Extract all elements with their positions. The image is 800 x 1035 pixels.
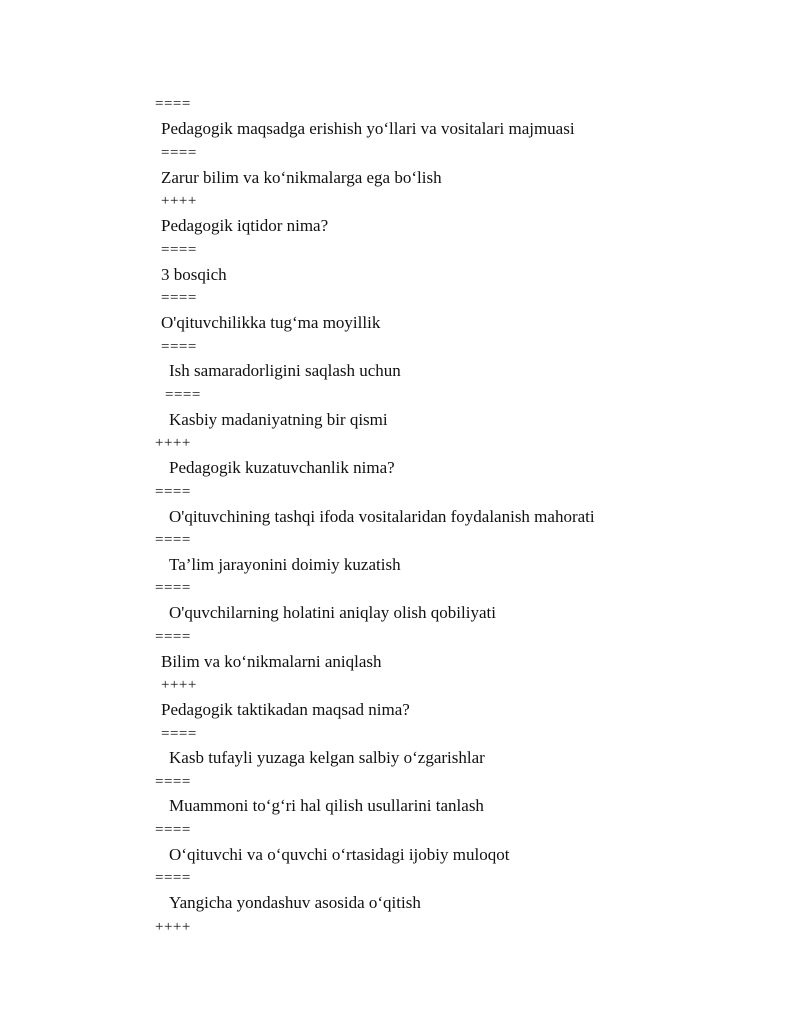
separator-line: ==== bbox=[155, 629, 191, 645]
separator-line: ==== bbox=[161, 726, 197, 742]
answer-option-line: Muammoni to‘g‘ri hal qilish usullarini tanlash bbox=[169, 796, 484, 815]
answer-option-line: O'quvchilarning holatini aniqlay olish qobiliyati bbox=[169, 603, 496, 622]
answer-option-line: Yangicha yondashuv asosida o‘qitish bbox=[169, 893, 421, 912]
separator-line: ==== bbox=[155, 96, 191, 112]
answer-option-line: Bilim va ko‘nikmalarni aniqlash bbox=[161, 652, 382, 671]
answer-option-line: O‘qituvchi va o‘quvchi o‘rtasidagi ijobiy muloqot bbox=[169, 845, 510, 864]
answer-option-line: Kasb tufayli yuzaga kelgan salbiy o‘zgarishlar bbox=[169, 748, 485, 767]
answer-option-line: O'qituvchining tashqi ifoda vositalaridan foydalanish mahorati bbox=[169, 507, 595, 526]
answer-option-line: Ish samaradorligini saqlash uchun bbox=[169, 361, 401, 380]
question-line: Pedagogik kuzatuvchanlik nima? bbox=[169, 458, 395, 477]
separator-line: ==== bbox=[161, 339, 197, 355]
separator-line: ++++ bbox=[161, 193, 197, 209]
separator-line: ==== bbox=[155, 774, 191, 790]
separator-line: ++++ bbox=[161, 677, 197, 693]
separator-line: ==== bbox=[165, 387, 201, 403]
separator-line: ==== bbox=[161, 242, 197, 258]
question-line: Pedagogik taktikadan maqsad nima? bbox=[161, 700, 410, 719]
answer-option-line: Ta’lim jarayonini doimiy kuzatish bbox=[169, 555, 401, 574]
separator-line: ++++ bbox=[155, 435, 191, 451]
separator-line: ==== bbox=[155, 532, 191, 548]
separator-line: ++++ bbox=[155, 919, 191, 935]
answer-option-line: 3 bosqich bbox=[161, 265, 227, 284]
answer-option-line: Pedagogik maqsadga erishish yo‘llari va vositalari majmuasi bbox=[161, 119, 575, 138]
separator-line: ==== bbox=[155, 870, 191, 886]
separator-line: ==== bbox=[155, 822, 191, 838]
answer-option-line: O'qituvchilikka tug‘ma moyillik bbox=[161, 313, 381, 332]
separator-line: ==== bbox=[161, 145, 197, 161]
answer-option-line: Kasbiy madaniyatning bir qismi bbox=[169, 410, 388, 429]
separator-line: ==== bbox=[155, 484, 191, 500]
separator-line: ==== bbox=[161, 290, 197, 306]
answer-option-line: Zarur bilim va ko‘nikmalarga ega bo‘lish bbox=[161, 168, 442, 187]
separator-line: ==== bbox=[155, 580, 191, 596]
question-line: Pedagogik iqtidor nima? bbox=[161, 216, 329, 235]
